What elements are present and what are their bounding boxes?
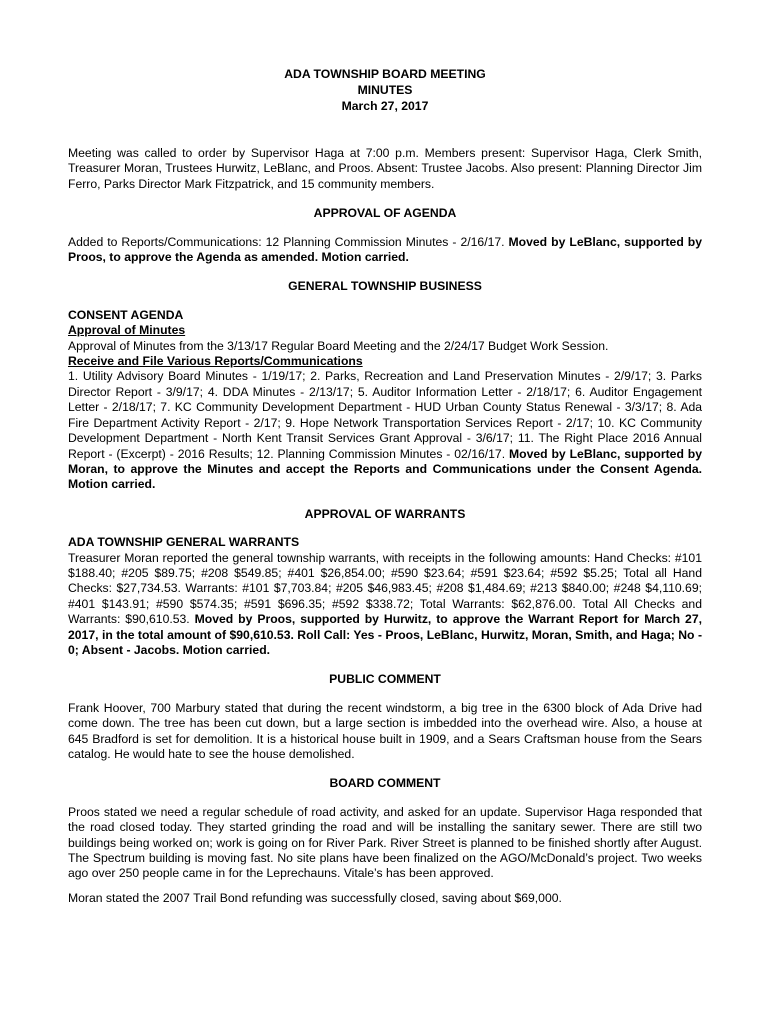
board-comment-text-1: Proos stated we need a regular schedule of road activity, and asked for an update. Supervisor Haga responded that the road closed today. They started grinding the road and will be installing the sanitary sewer. There are still two buildings being worked on; work is going on for River Park. River Street is planned to be finished shortly after August. The Spectrum building is moving fast. No site plans have been finalized on the AGO/McDonald’s project. Two weeks ago over 250 people came in for the Leprechauns. Vitale’s has been approved.	[68, 804, 702, 881]
opening-paragraph: Meeting was called to order by Supervisor Haga at 7:00 p.m. Members present: Supervisor Haga, Clerk Smith, Treasurer Moran, Trustees Hurwitz, LeBlanc, and Proos. Absent: Trustee Jacobs. Also present: Planning Director Jim Ferro, Parks Director Mark Fitzpatrick, and 15 community members.	[68, 146, 702, 191]
general-warrants-heading: ADA TOWNSHIP GENERAL WARRANTS	[68, 535, 300, 550]
document-header	[68, 66, 702, 114]
receive-file-text: 1. Utility Advisory Board Minutes - 1/19/17; 2. Parks, Recreation and Land Preservation Minutes - 2/9/17; 3. Parks Director Report - 3/9/17; 4. DDA Minutes - 2/13/17; 5. Auditor Information Letter - 2/18/17; 6. Auditor Engagement Letter - 2/18/17; 7. KC Community Development Department - HUD Urban County Status Renewal - 3/3/17; 8. Ada Fire Department Activity Report - 2/17; 9. Hope Network Transportation Services Report - 2/17; 10. KC Community Development Department - North Kent Transit Services Grant Approval - 3/6/17; 11. The Right Place 2016 Annual Report - (Excerpt) - 2016 Results; 12. Planning Commission Minutes - 02/16/17.	[68, 369, 702, 461]
warrants-text: Treasurer Moran reported the general township warrants, with receipts in the following amounts: Hand Checks: #101 $188.40; #205 $89.75; #208 $549.85; #401 $26,854.00; #590 $23.64; #591 $23.64; #592 $5.25; Total all Hand Checks: $27,734.53. Warrants: #101 $7,703.84; #205 $46,983.45; #208 $1,484.69; #213 $840.00; #248 $4,110.69; #401 $143.91; #590 $574.35; #591 $696.35; #592 $338.72; Total Warrants: $62,876.00. Total All Checks and Warrants: $90,610.53.	[68, 550, 702, 627]
consent-agenda-heading: CONSENT AGENDA	[68, 307, 184, 322]
warrants-motion: Moved by Proos, supported by Hurwitz, to approve the Warrant Report for March 27, 2017, in the total amount of $90,610.53. Roll Call: Yes - Proos, LeBlanc, Hurwitz, Moran, Smith, and Haga; No - 0; Absent - Jacobs. Motion carried.	[68, 612, 702, 657]
document-subtitle: MINUTES	[357, 83, 413, 97]
board-comment-text-2: Moran stated the 2007 Trail Bond refunding was successfully closed, saving about $69,000.	[68, 890, 562, 905]
minutes-document	[68, 66, 702, 906]
business-section-title: GENERAL TOWNSHIP BUSINESS	[288, 279, 482, 294]
agenda-text: Added to Reports/Communications: 12 Planning Commission Minutes - 2/16/17.	[68, 234, 509, 249]
public-comment-text: Frank Hoover, 700 Marbury stated that during the recent windstorm, a big tree in the 6300 block of Ada Drive had come down. The tree has been cut down, but a large section is imbedded into the overhead wire. Also, a house at 645 Bradford is set for demolition. It is a historical house built in 1909, and a Sears Craftsman house from the Sears catalog. He would hate to see the house demolished.	[68, 700, 702, 761]
document-title: ADA TOWNSHIP BOARD MEETING	[284, 67, 486, 81]
agenda-section-title: APPROVAL OF AGENDA	[313, 206, 457, 221]
agenda-paragraph	[68, 235, 702, 266]
warrants-paragraph	[68, 551, 702, 659]
receive-file-heading: Receive and File Various Reports/Communications	[68, 354, 363, 369]
consent-motion: Moved by LeBlanc, supported by Moran, to approve the Minutes and accept the Reports and Communications under the Consent Agenda. Motion carried.	[68, 446, 703, 492]
receive-file-paragraph	[68, 369, 702, 492]
public-comment-title: PUBLIC COMMENT	[329, 672, 441, 687]
board-comment-title: BOARD COMMENT	[329, 776, 441, 791]
approval-minutes-text: Approval of Minutes from the 3/13/17 Regular Board Meeting and the 2/24/17 Budget Work Session.	[68, 338, 609, 353]
approval-minutes-heading: Approval of Minutes	[68, 323, 186, 338]
meeting-date: March 27, 2017	[341, 99, 429, 113]
warrants-section-title: APPROVAL OF WARRANTS	[304, 506, 466, 521]
agenda-motion: Moved by LeBlanc, supported by Proos, to approve the Agenda as amended. Motion carried.	[68, 234, 702, 265]
